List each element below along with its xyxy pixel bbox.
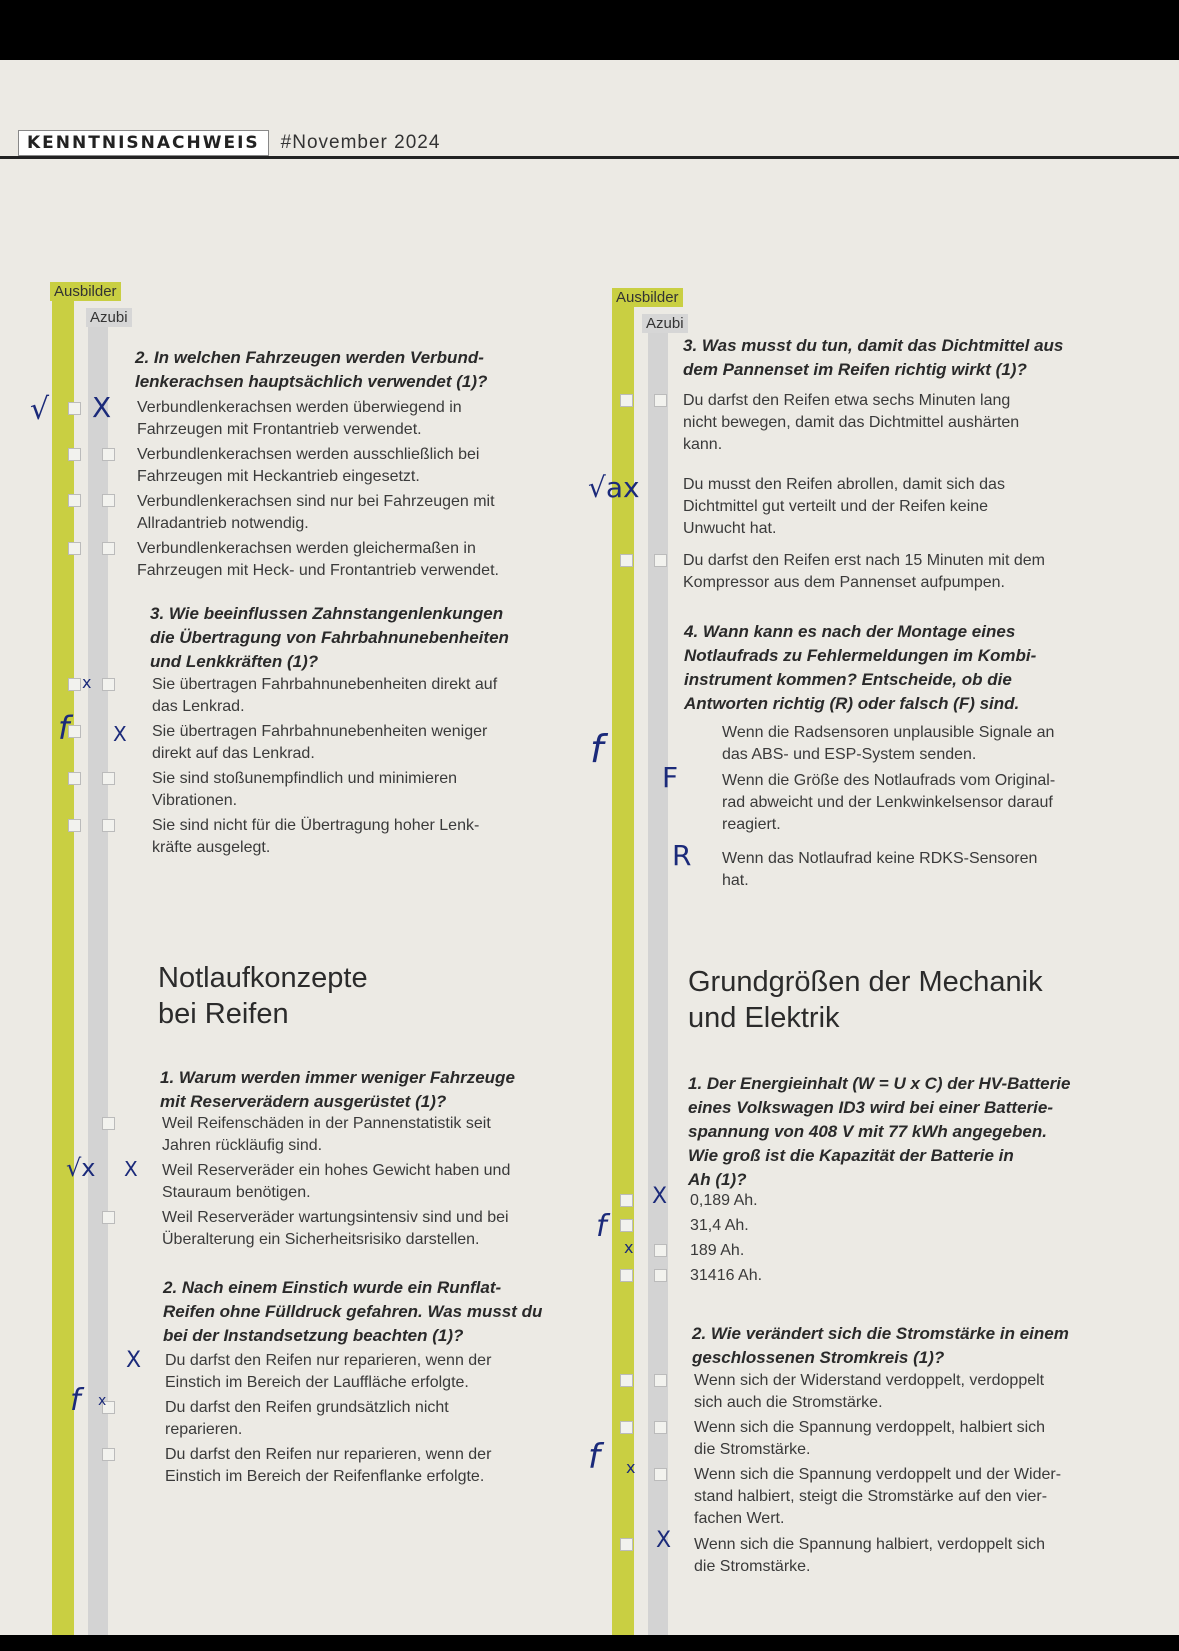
left-s1-answer-1: Weil Reifenschäden in der Pannenstatistik seit Jahren rückläufig sind.: [162, 1115, 491, 1154]
header-rule: [0, 156, 1179, 159]
handwritten-f-mark: f: [588, 1437, 600, 1477]
handwritten-f-caps-mark: F: [662, 761, 679, 794]
handwritten-r-mark: R: [672, 839, 692, 872]
handwritten-small-cross: x: [98, 1393, 107, 1409]
right-s1-answer-2: 31,4 Ah.: [690, 1217, 749, 1234]
left-section-title: Notlaufkonzepte bei Reifen: [158, 962, 368, 1030]
checkbox: [68, 494, 81, 507]
handwritten-f-mark: f: [70, 1383, 81, 1418]
right-s1-question: 1. Der Energieinhalt (W = U x C) der HV-Batterie eines Volkswagen ID3 wird bei einer Batterie- spannung von 408 V mit 77 kWh angegeben. Wie groß ist die Kapazität der Batterie in Ah (1)?: [688, 1074, 1071, 1189]
right-trainee-label: Azubi: [642, 314, 688, 333]
right-s1-answer-1: 0,189 Ah.: [690, 1192, 758, 1209]
handwritten-cross-mark: X: [92, 391, 112, 424]
checkbox: [102, 1117, 115, 1130]
handwritten-cross-mark: X: [652, 1184, 668, 1209]
left-q3-answer-3: Sie sind stoßunempfindlich und minimieren Vibrationen.: [152, 770, 458, 809]
left-q2-answer-4: Verbundlenkerachsen werden gleichermaßen in Fahrzeugen mit Heck- und Frontantrieb verwendet.: [137, 540, 499, 579]
right-q3-answer-2: Du musst den Reifen abrollen, damit sich das Dichtmittel gut verteilt und der Reifen keine Unwucht hat.: [683, 476, 1005, 537]
top-black-bar: [0, 0, 1179, 60]
handwritten-f-mark: f: [596, 1209, 607, 1244]
checkbox: [654, 554, 667, 567]
checkbox: [102, 1448, 115, 1461]
checkbox: [68, 725, 81, 738]
left-s2-answer-3: Du darfst den Reifen nur reparieren, wenn der Einstich im Bereich der Reifenflanke erfolgte.: [165, 1446, 492, 1485]
left-q2-answer-1: Verbundlenkerachsen werden überwiegend in Fahrzeugen mit Frontantrieb verwendet.: [137, 399, 462, 438]
right-section-title: Grundgrößen der Mechanik und Elektrik: [688, 966, 1043, 1034]
header-title: KENNTNISNACHWEIS: [18, 130, 269, 156]
left-s1-answer-3: Weil Reserveräder wartungsintensiv sind und bei Überalterung ein Sicherheitsrisiko darstellen.: [162, 1209, 509, 1248]
left-q3-answer-1: Sie übertragen Fahrbahnunebenheiten direkt auf das Lenkrad.: [152, 676, 498, 715]
checkbox: [654, 394, 667, 407]
checkbox: [102, 542, 115, 555]
left-q2-question: 2. In welchen Fahrzeugen werden Verbund- lenkerachsen hauptsächlich verwendet (1)?: [135, 348, 488, 391]
checkbox: [620, 554, 633, 567]
left-q2-answer-2: Verbundlenkerachsen werden ausschließlich bei Fahrzeugen mit Heckantrieb eingesetzt.: [137, 446, 480, 485]
checkbox: [68, 402, 81, 415]
right-s1-answer-4: 31416 Ah.: [690, 1267, 763, 1284]
checkbox: [620, 1421, 633, 1434]
handwritten-cross-mark: X: [113, 722, 127, 746]
left-trainee-strip: [88, 315, 108, 1635]
handwritten-check-mark: √x: [66, 1154, 96, 1182]
right-s1-answer-3: 189 Ah.: [690, 1242, 745, 1259]
left-trainer-label: Ausbilder: [50, 282, 121, 301]
checkbox: [620, 1194, 633, 1207]
handwritten-small-cross: x: [624, 1238, 634, 1257]
right-trainer-label: Ausbilder: [612, 288, 683, 307]
right-q4-answer-2: Wenn die Größe des Notlaufrads vom Original- rad abweicht und der Lenkwinkelsensor darauf reagiert.: [722, 772, 1056, 833]
checkbox: [102, 448, 115, 461]
checkbox: [68, 772, 81, 785]
handwritten-cross-mark: X: [124, 1157, 138, 1181]
checkbox: [654, 1468, 667, 1481]
handwritten-f-mark: f: [590, 727, 604, 771]
right-q3-answer-1: Du darfst den Reifen etwa sechs Minuten lang nicht bewegen, damit das Dichtmittel aushärten kann.: [683, 392, 1020, 453]
handwritten-cross-mark: X: [656, 1528, 672, 1553]
header-date: #November 2024: [280, 132, 441, 153]
checkbox: [68, 678, 81, 691]
handwritten-cross-mark: X: [126, 1348, 142, 1373]
left-trainee-label: Azubi: [86, 308, 132, 327]
right-q4-answer-1: Wenn die Radsensoren unplausible Signale an das ABS- und ESP-System senden.: [722, 724, 1055, 763]
checkbox: [620, 1219, 633, 1232]
checkbox: [654, 1374, 667, 1387]
right-q4-question: 4. Wann kann es nach der Montage eines Notlaufrads zu Fehlermeldungen im Kombi- instrument kommen? Entscheide, ob die Antworten richtig (R) oder falsch (F) sind.: [684, 622, 1037, 713]
checkbox: [102, 678, 115, 691]
checkbox: [620, 1538, 633, 1551]
right-q3-answer-3: Du darfst den Reifen erst nach 15 Minuten mit dem Kompressor aus dem Pannenset aufpumpen.: [683, 552, 1045, 591]
checkbox: [654, 1421, 667, 1434]
right-trainee-strip: [648, 325, 668, 1635]
right-s2-answer-4: Wenn sich die Spannung halbiert, verdoppelt sich die Stromstärke.: [694, 1536, 1046, 1575]
left-s2-answer-1: Du darfst den Reifen nur reparieren, wenn der Einstich im Bereich der Lauffläche erfolgte.: [165, 1352, 492, 1391]
checkbox: [102, 494, 115, 507]
magazine-page: [0, 60, 1179, 1635]
right-s2-answer-2: Wenn sich die Spannung verdoppelt, halbiert sich die Stromstärke.: [694, 1419, 1046, 1458]
left-q2-answer-3: Verbundlenkerachsen sind nur bei Fahrzeugen mit Allradantrieb notwendig.: [137, 493, 495, 532]
checkbox: [620, 1374, 633, 1387]
checkbox: [620, 394, 633, 407]
handwritten-small-cross: x: [626, 1458, 636, 1477]
left-s2-answer-2: Du darfst den Reifen grundsätzlich nicht reparieren.: [165, 1399, 449, 1438]
right-s2-question: 2. Wie verändert sich die Stromstärke in einem geschlossenen Stromkreis (1)?: [692, 1324, 1069, 1367]
right-s2-answer-1: Wenn sich der Widerstand verdoppelt, verdoppelt sich auch die Stromstärke.: [694, 1372, 1045, 1411]
left-trainer-strip: [52, 285, 74, 1635]
left-s1-answer-2: Weil Reserveräder ein hohes Gewicht haben und Stauraum benötigen.: [162, 1162, 511, 1201]
checkbox: [68, 819, 81, 832]
handwritten-check-mark: √ax: [588, 471, 640, 504]
checkbox: [68, 448, 81, 461]
page-header: [18, 130, 440, 156]
handwritten-f-mark: f: [58, 709, 70, 747]
left-q3-answer-4: Sie sind nicht für die Übertragung hoher Lenk- kräfte ausgelegt.: [152, 817, 480, 856]
checkbox: [68, 542, 81, 555]
checkbox: [654, 1269, 667, 1282]
handwritten-check-mark: √: [30, 392, 50, 427]
right-s2-answer-3: Wenn sich die Spannung verdoppelt und der Wider- stand halbiert, steigt die Stromstärke auf den vier- fachen Wert.: [694, 1466, 1062, 1527]
right-q3-question: 3. Was musst du tun, damit das Dichtmittel aus dem Pannenset im Reifen richtig wirkt (1)?: [683, 336, 1064, 379]
left-s2-question: 2. Nach einem Einstich wurde ein Runflat- Reifen ohne Fülldruck gefahren. Was musst du bei der Instandsetzung beachten (1)?: [163, 1278, 543, 1345]
left-q3-answer-2: Sie übertragen Fahrbahnunebenheiten weniger direkt auf das Lenkrad.: [152, 723, 488, 762]
left-q3-question: 3. Wie beeinflussen Zahnstangenlenkungen die Übertragung von Fahrbahnunebenheiten und Lenkkräften (1)?: [150, 604, 509, 671]
checkbox: [102, 1211, 115, 1224]
checkbox: [654, 1244, 667, 1257]
right-q4-answer-3: Wenn das Notlaufrad keine RDKS-Sensoren hat.: [722, 850, 1038, 889]
checkbox: [102, 772, 115, 785]
checkbox: [102, 819, 115, 832]
checkbox: [620, 1269, 633, 1282]
left-s1-question: 1. Warum werden immer weniger Fahrzeuge mit Reserverädern ausgerüstet (1)?: [160, 1068, 515, 1111]
handwritten-small-cross: x: [82, 673, 92, 692]
